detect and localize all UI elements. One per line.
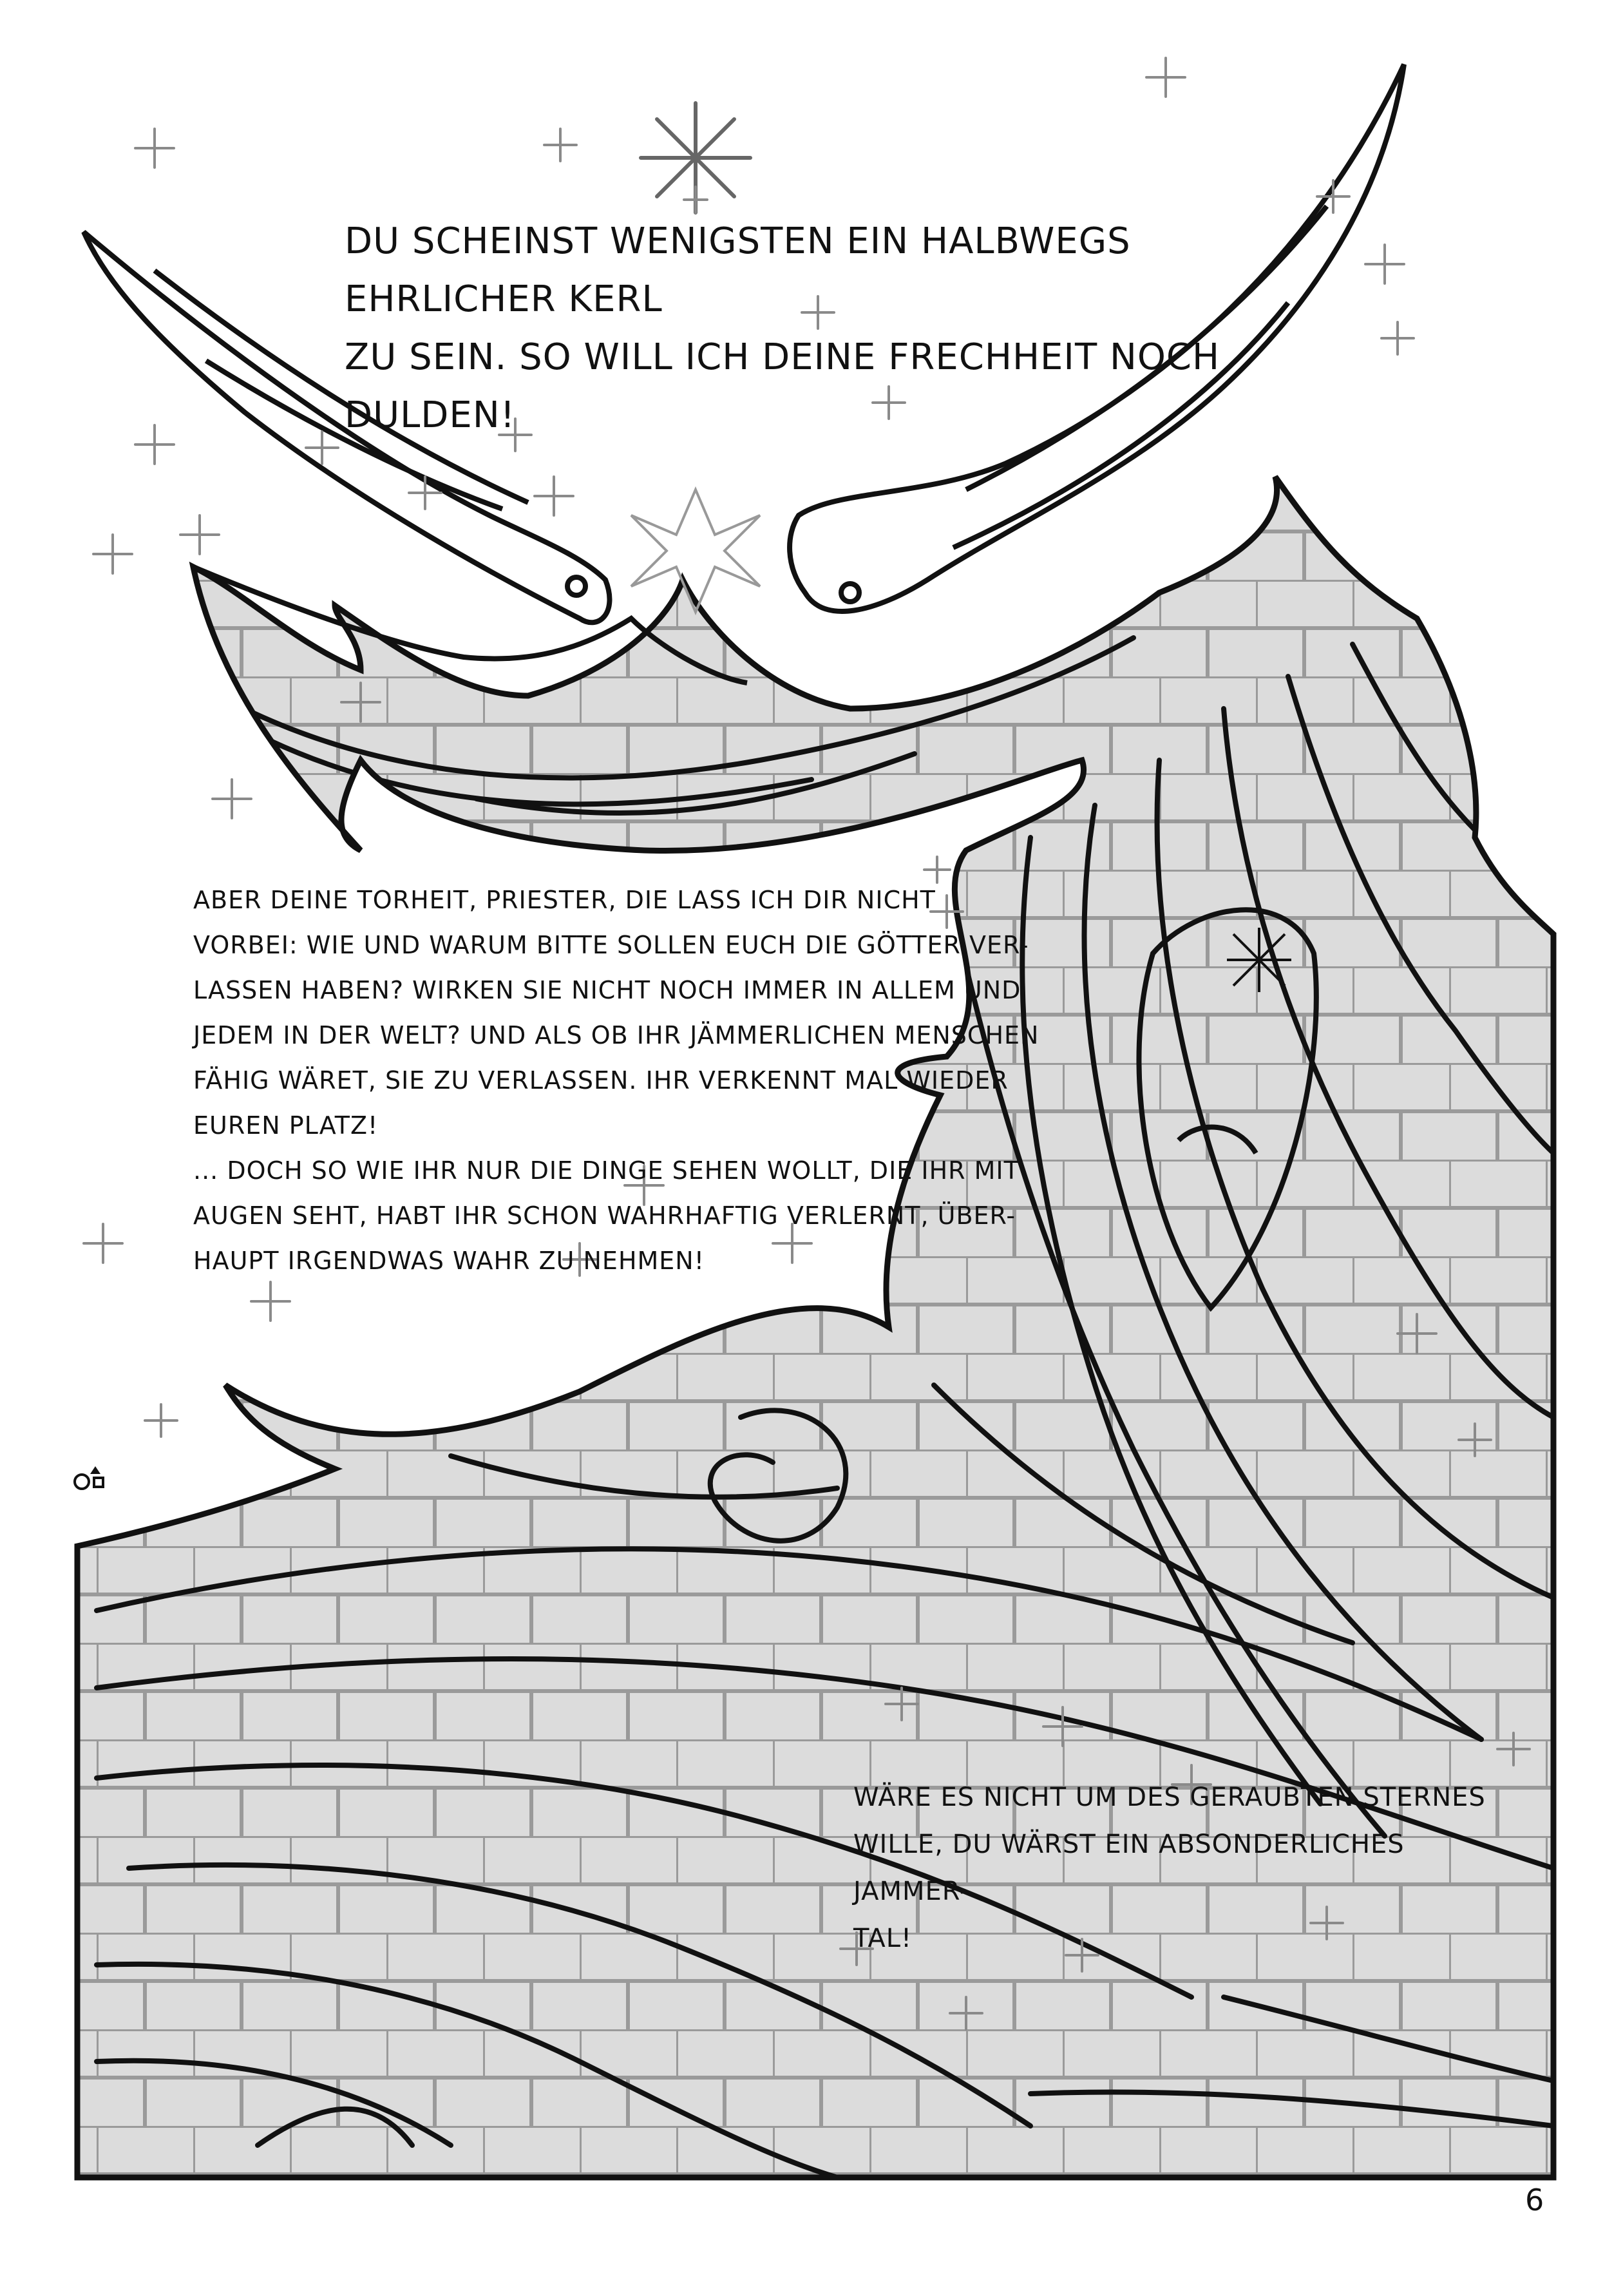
speech-caption-top: DU SCHEINST WENIGSTEN EIN HALBWEGS EHRLICHER KERL ZU SEIN. SO WILL ICH DEINE FRECHHEIT NOCH DULDEN! bbox=[345, 220, 1220, 436]
eye-star-icon bbox=[1227, 928, 1291, 992]
artist-signature bbox=[72, 1462, 111, 1501]
speech-caption-middle: ABER DEINE TORHEIT, PRIESTER, DIE LASS ICH DIR NICHT VORBEI: WIE UND WARUM BITTE SOLLEN EUCH DIE GÖTTER VER- LASSEN HABEN? WIRKEN SIE NICHT NOCH IMMER IN ALLEM UND JEDEM IN DER WELT? UND ALS OB IHR JÄMMERLICHEN MENSCHEN FÄHIG WÄRET, SIE ZU VERLASSEN. IHR VERKENNT MAL WIEDER EUREN PLATZ! ... DOCH SO WIE IHR NUR DIE DINGE SEHEN WOLLT, DIE IHR MIT AUGEN SEHT, HABT IHR SCHON WAHRHAFTIG VERLERNT, ÜBER- HAUPT IRGENDWAS WAHR ZU NEHMEN! bbox=[193, 886, 1039, 1275]
page-number: 6 bbox=[1525, 2183, 1544, 2217]
signature-mark-icon bbox=[72, 1462, 111, 1495]
speech-caption-bottom: WÄRE ES NICHT UM DES GERAUBTEN STERNES WILLE, DU WÄRST EIN ABSONDERLICHES JAMMER- TAL! bbox=[853, 1783, 1486, 1953]
